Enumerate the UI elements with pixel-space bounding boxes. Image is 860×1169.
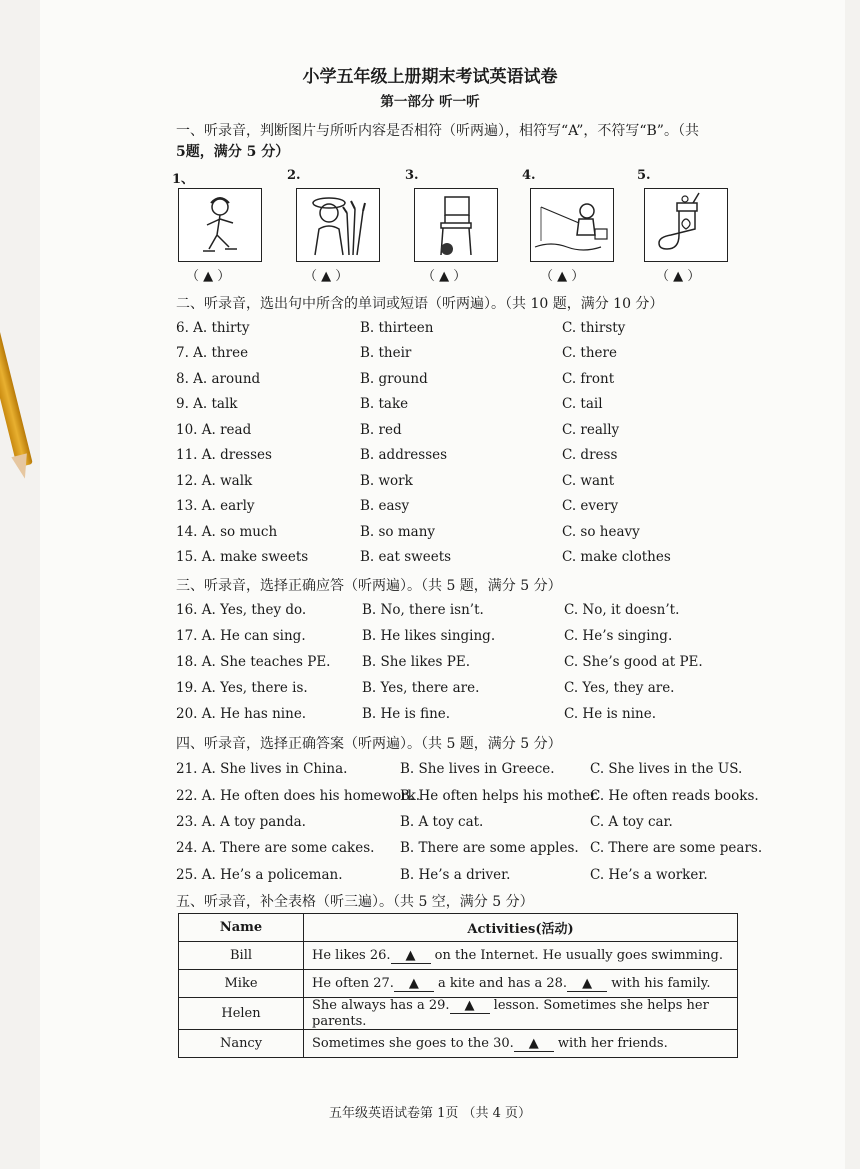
pencil-icon (0, 182, 33, 467)
page-subtitle: 第一部分 听一听 (380, 94, 480, 110)
activities-table (178, 913, 738, 1058)
picture-number: 4. (522, 168, 536, 183)
picture-frame (178, 188, 262, 262)
picture-number: 3. (405, 168, 419, 183)
student-name: Bill (179, 942, 304, 970)
student-name: Mike (179, 970, 304, 998)
table-row (179, 1030, 738, 1058)
picture-number: 5. (637, 168, 651, 183)
picture-frame (644, 188, 728, 262)
answer-blank-2[interactable]: （ ▲ ） (304, 269, 349, 284)
fishing-boy-icon (531, 189, 613, 261)
section-4-heading: 四、听录音，选择正确答案（听两遍）。（共 5 题，满分 5 分） (176, 736, 562, 752)
answer-blank-4[interactable]: （ ▲ ） (540, 269, 585, 284)
picture-frame (414, 188, 498, 262)
section-1-heading: 一、听录音，判断图片与所听内容是否相符（听两遍），相符写“A”，不符写“B”。（共 (176, 123, 699, 139)
fill-blank-29[interactable]: ▲ (450, 998, 490, 1014)
picture-frame (296, 188, 380, 262)
chair-ball-icon (415, 189, 497, 261)
section-5-heading: 五、听录音，补全表格（听三遍）。（共 5 空，满分 5 分） (176, 894, 534, 910)
page-footer: 五年级英语试卷第 1页 （共 4 页） (328, 1106, 532, 1121)
section-2-heading: 二、听录音，选出句中所含的单词或短语（听两遍）。（共 10 题，满分 10 分） (176, 296, 664, 312)
fill-blank-27[interactable]: ▲ (394, 976, 434, 992)
answer-blank-5[interactable]: （ ▲ ） (656, 269, 701, 284)
christmas-stocking-icon (645, 189, 727, 261)
picture-number: 2. (287, 168, 301, 183)
picture-frame (530, 188, 614, 262)
answer-blank-1[interactable]: （ ▲ ） (186, 269, 231, 284)
table-header-row (179, 914, 738, 942)
section-1-heading-cont: 5题，满分 5 分） (176, 144, 290, 160)
activity-cell: He likes 26. ▲ on the Internet. He usually goes swimming. (304, 942, 738, 970)
table-row (179, 998, 738, 1030)
answer-blank-3[interactable]: （ ▲ ） (422, 269, 467, 284)
activity-cell: He often 27. ▲ a kite and has a 28. ▲ with his family. (304, 970, 738, 998)
table-row (179, 970, 738, 998)
student-name: Nancy (179, 1030, 304, 1058)
activity-cell: Sometimes she goes to the 30. ▲ with her friends. (304, 1030, 738, 1058)
section-3-heading: 三、听录音，选择正确应答（听两遍）。（共 5 题，满分 5 分） (176, 578, 562, 594)
farmer-wheat-icon (297, 189, 379, 261)
column-header-activities: Activities(活动) (304, 914, 738, 942)
fill-blank-30[interactable]: ▲ (514, 1036, 554, 1052)
fill-blank-28[interactable]: ▲ (567, 976, 607, 992)
table-row (179, 942, 738, 970)
page-title: 小学五年级上册期末考试英语试卷 (302, 67, 558, 87)
column-header-name: Name (179, 914, 304, 942)
skating-girl-icon (179, 189, 261, 261)
activity-cell: She always has a 29. ▲ lesson. Sometimes she helps her parents. (304, 998, 738, 1030)
fill-blank-26[interactable]: ▲ (391, 948, 431, 964)
picture-number: 1、 (172, 172, 195, 187)
student-name: Helen (179, 998, 304, 1030)
